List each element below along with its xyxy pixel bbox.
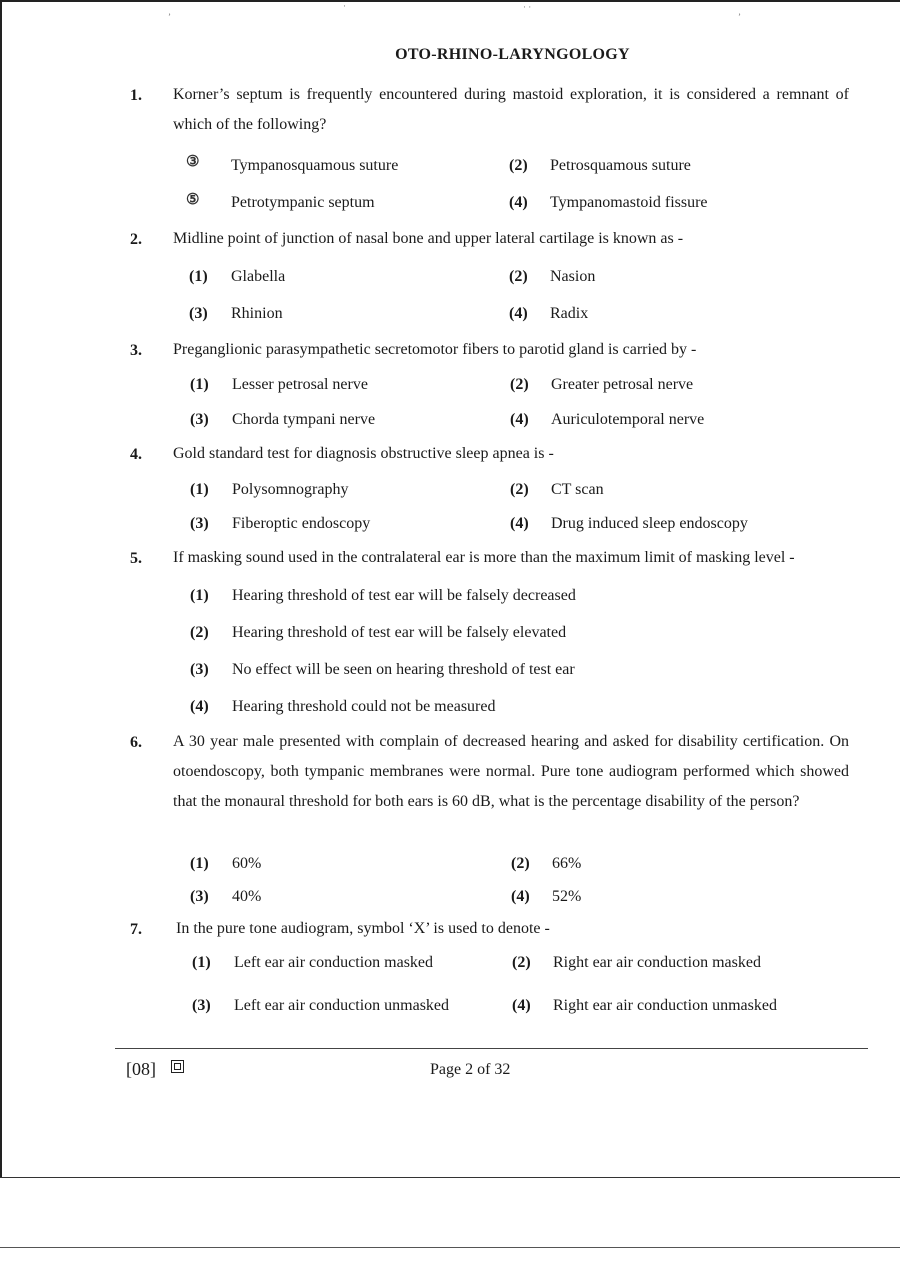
handwritten-mark: ③ xyxy=(186,154,200,170)
option-text: Glabella xyxy=(231,268,286,285)
option-number: (2) xyxy=(509,268,528,285)
option-text: Left ear air conduction unmasked xyxy=(234,997,450,1014)
option-number: (4) xyxy=(512,997,531,1014)
option-text: Right ear air conduction masked xyxy=(553,954,761,971)
option-text: No effect will be seen on hearing threshold of test ear xyxy=(232,661,575,678)
option-text: Left ear air conduction masked xyxy=(234,954,434,971)
question-text: Korner’s septum is frequently encountered during mastoid exploration, it is considered a remnant of which of the following? xyxy=(173,86,849,133)
question-number: 1. xyxy=(130,87,142,104)
booklet-box-icon xyxy=(171,1060,184,1073)
question-number: 4. xyxy=(130,446,142,463)
page-frame-bottom xyxy=(0,1177,900,1178)
option-text: 60% xyxy=(232,855,262,872)
question-number: 6. xyxy=(130,734,142,751)
option-text: Greater petrosal nerve xyxy=(551,376,694,393)
page-number: Page 2 of 32 xyxy=(430,1061,511,1078)
option-text: Hearing threshold of test ear will be falsely elevated xyxy=(232,624,567,641)
page-title: OTO-RHINO-LARYNGOLOGY xyxy=(395,46,630,63)
option-number: (3) xyxy=(190,515,209,532)
option-text: CT scan xyxy=(551,481,604,498)
question-number: 7. xyxy=(130,921,142,938)
question-number: 5. xyxy=(130,550,142,567)
option-number: (4) xyxy=(510,515,529,532)
option-number: (2) xyxy=(510,481,529,498)
question-text: Gold standard test for diagnosis obstructive sleep apnea is - xyxy=(173,445,554,462)
option-number: (3) xyxy=(190,661,209,678)
option-text: Auriculotemporal nerve xyxy=(551,411,705,428)
option-number: (4) xyxy=(511,888,530,905)
page-frame-top xyxy=(0,0,900,2)
option-number: (1) xyxy=(189,268,208,285)
scan-speck: ʼ xyxy=(168,12,171,22)
option-number: (3) xyxy=(190,411,209,428)
footer-divider xyxy=(115,1048,868,1049)
option-number: (4) xyxy=(510,411,529,428)
scan-edge-rule xyxy=(0,1247,900,1248)
question-text: A 30 year male presented with complain of decreased hearing and asked for disability certification. On otoendoscopy, both tympanic membranes were normal. Pure tone audiogram performed which showed that the monaural threshold for both ears is 60 dB, what is the percentage disability of the person? xyxy=(173,733,849,810)
option-number: (1) xyxy=(190,855,209,872)
question-text: In the pure tone audiogram, symbol ‘X’ is used to denote - xyxy=(176,920,550,937)
option-text: Polysomnography xyxy=(232,481,349,498)
option-text: Tympanosquamous suture xyxy=(231,157,399,174)
option-text: Nasion xyxy=(550,268,596,285)
option-number: (2) xyxy=(190,624,209,641)
option-text: Lesser petrosal nerve xyxy=(232,376,368,393)
option-number: (2) xyxy=(511,855,530,872)
option-text: Tympanomastoid fissure xyxy=(550,194,708,211)
option-number: (3) xyxy=(189,305,208,322)
option-text: Petrosquamous suture xyxy=(550,157,691,174)
option-text: Hearing threshold of test ear will be falsely decreased xyxy=(232,587,576,604)
option-number: (1) xyxy=(190,587,209,604)
option-text: Hearing threshold could not be measured xyxy=(232,698,496,715)
option-number: (4) xyxy=(190,698,209,715)
question-number: 2. xyxy=(130,231,142,248)
option-number: (3) xyxy=(192,997,211,1014)
question-number: 3. xyxy=(130,342,142,359)
option-text: Petrotympanic septum xyxy=(231,194,375,211)
question-text: Preganglionic parasympathetic secretomotor fibers to parotid gland is carried by - xyxy=(173,341,697,358)
page-frame-left xyxy=(0,0,2,1177)
scan-speck: · · xyxy=(523,2,532,12)
option-text: Drug induced sleep endoscopy xyxy=(551,515,748,532)
option-number: (1) xyxy=(190,481,209,498)
booklet-code: [08] xyxy=(126,1059,156,1079)
option-number: (1) xyxy=(190,376,209,393)
option-text: Right ear air conduction unmasked xyxy=(553,997,777,1014)
option-number: (1) xyxy=(192,954,211,971)
question-text: Midline point of junction of nasal bone and upper lateral cartilage is known as - xyxy=(173,230,684,247)
scan-speck: ʼ xyxy=(738,12,741,22)
option-number: (2) xyxy=(509,157,528,174)
question-text: If masking sound used in the contralateral ear is more than the maximum limit of masking level - xyxy=(173,549,795,566)
option-text: 40% xyxy=(232,888,262,905)
scan-speck: · xyxy=(343,1,346,11)
option-number: (3) xyxy=(190,888,209,905)
option-number: (2) xyxy=(510,376,529,393)
option-text: 66% xyxy=(552,855,582,872)
option-text: Chorda tympani nerve xyxy=(232,411,376,428)
option-number: (4) xyxy=(509,305,528,322)
option-text: Fiberoptic endoscopy xyxy=(232,515,371,532)
handwritten-mark: ⑤ xyxy=(186,192,200,208)
option-text: Rhinion xyxy=(231,305,283,322)
option-number: (4) xyxy=(509,194,528,211)
option-number: (2) xyxy=(512,954,531,971)
option-text: 52% xyxy=(552,888,582,905)
option-text: Radix xyxy=(550,305,589,322)
